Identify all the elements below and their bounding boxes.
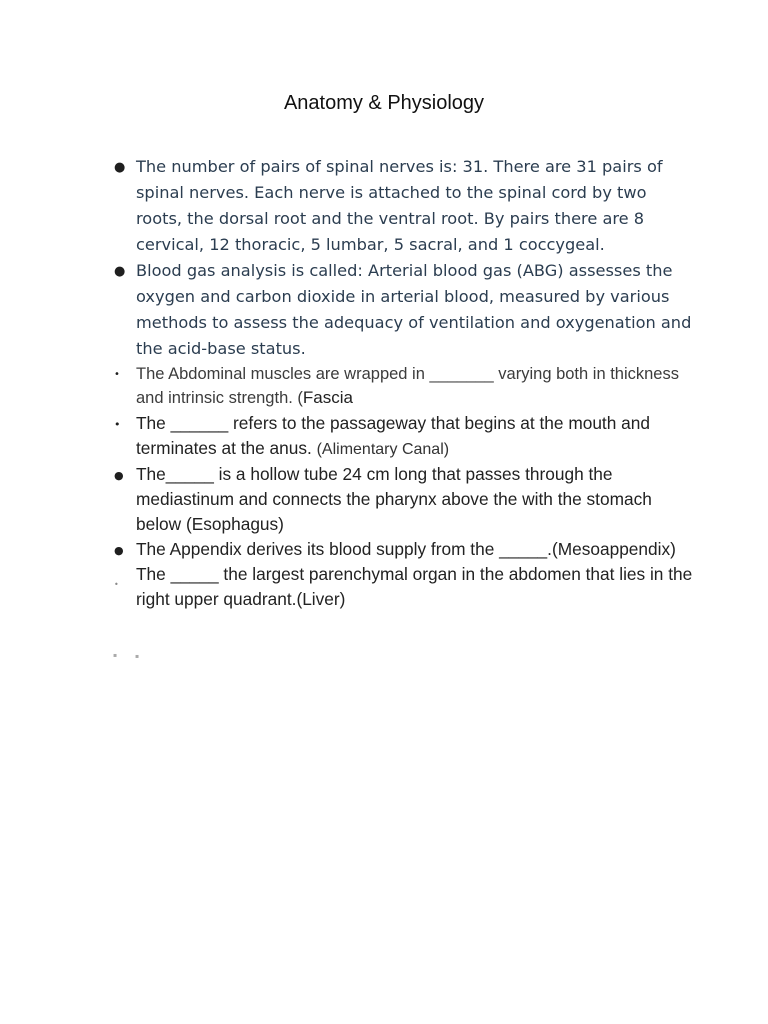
list-item-text: The ______ refers to the passageway that begins at the mouth and terminates at the anus. [136,413,650,458]
bullet-icon: ● [114,544,124,557]
stray-mark-icon: ▪ [135,653,140,660]
list-item-text: The number of pairs of spinal nerves is: 31. There are 31 pairs of spinal nerves. Each nerve is attached to the spinal cord by two roots, the dorsal root and the ventral root. By pairs there are 8 cervical, 12 thoracic, 5 lumbar, 5 sacral, and 1 coccygeal. [136,157,663,254]
list-item-appendix [114,537,694,562]
bullet-icon: ● [114,160,126,175]
list-item-text: Blood gas analysis is called: Arterial blood gas (ABG) assesses the oxygen and carbon dioxide in arterial blood, measured by various methods to assess the adequacy of ventilation and oxygenation and the acid-base status. [136,261,692,358]
list-item-text: The _____ the largest parenchymal organ in the abdomen that lies in the right upper quadrant.(Liver) [136,564,693,609]
bullet-icon: ● [114,469,124,482]
list-item-answer: (Alimentary Canal) [316,441,450,458]
list-item-blood-gas [114,258,694,362]
bullet-icon: ● [114,264,126,279]
list-item-answer: Fascia [302,388,353,407]
bullet-list [114,154,694,612]
bullet-icon: • [114,580,119,589]
list-item-esophagus [114,462,694,537]
stray-mark-icon: ▪ [113,652,118,659]
list-item-text: The Abdominal muscles are wrapped in _______ varying both in thickness and intrinsic strength. ( [136,365,679,407]
document-title: Anatomy & Physiology [283,92,485,114]
list-item-alimentary-canal [114,411,694,462]
list-item-abdominal-muscles [114,362,694,410]
bullet-icon: • [114,369,120,380]
bullet-icon: • [114,418,121,431]
list-item-text: The Appendix derives its blood supply from the _____.(Mesoappendix) [136,539,676,559]
list-item-liver [114,562,694,612]
list-item-text: The_____ is a hollow tube 24 cm long that passes through the mediastinum and connects the pharynx above the with the stomach below (Esophagus) [136,464,652,534]
list-item-spinal-nerves [114,154,694,258]
